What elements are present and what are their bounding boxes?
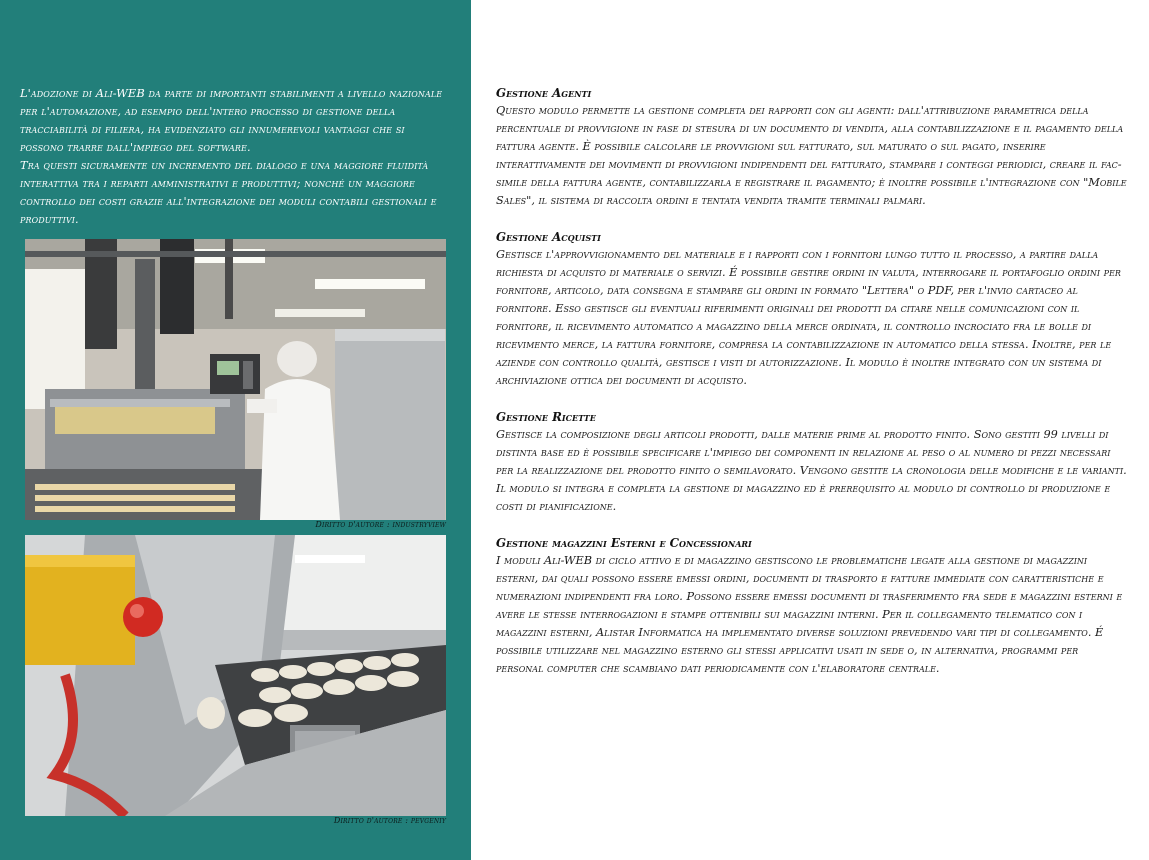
section-title: Gestione Acquisti [496, 230, 601, 244]
section-body: Gestisce la composizione degli articoli prodotti, dalle materie prime al prodotto finito. Sono gestiti 99 livelli di distinta base ed è possibile specificare l'impiego dei componenti in relazione al peso o al numero di pezzi necessari per la realizzazione del prodotto finito o semilavorato. Vengono gestite la cronologia delle modifiche e le varianti. Il modulo si integra e completa la gestione di magazzino ed è prerequisito al modulo di controllo di produzione e costi di pianificazione. [496, 428, 1127, 513]
intro-paragraph: L'adozione di Ali-WEB da parte di importanti stabilimenti a livello nazionale per l'automazione, ad esempio dell'intero processo di gestione della tracciabilità di filiera, ha evidenziato gli innumerevoli vantaggi che si possono trarre dall'impiego del software. [20, 86, 443, 154]
photo-credit: Diritto d'autore : pevgeniy [333, 816, 446, 825]
intro-paragraph: Tra questi sicuramente un incremento del dialogo e una maggiore fluidità interattiva tra i reparti amministrativi e produttivi; nonché un maggiore controllo dei costi grazie all'integrazione dei moduli contabili gestionali e produttivi. [20, 158, 437, 226]
photo-credit: Diritto d'autore : industryview [315, 520, 446, 529]
section-gestione-acquisti [496, 228, 1128, 390]
section-title: Gestione Agenti [496, 86, 592, 100]
section-body: I moduli Ali-WEB di ciclo attivo e di magazzino gestiscono le problematiche legate alla gestione di magazzini esterni, dai quali possono essere emessi ordini, documenti di trasporto e fatture immediate con caratteristiche e numerazioni indipendenti fra loro. Possono essere emessi documenti di trasferimento fra sede e magazzini esterni e avere le stesse interrogazioni e stampe ottenibili sui magazzini interni. Per il collegamento telematico con i magazzini esterni, Alistar Informatica ha implementato diverse soluzioni prevedendo vari tipi di collegamento. É possibile utilizzare nel magazzino esterno gli stessi applicativi usati in sede o, in alternativa, programmi per personal computer che scambiano dati periodicamente con l'elaboratore centrale. [496, 554, 1123, 675]
section-body: Gestisce l'approvvigionamento del materiale e i rapporti con i fornitori lungo tutto il processo, a partire dalla richiesta di acquisto di materiale o servizi. É possibile gestire ordini in valuta, interrogare il portafoglio ordini per fornitore, articolo, data consegna e stampare gli ordini in formato "Lettera" o PDF, per l'invio cartaceo al fornitore. Esso gestisce gli eventuali riferimenti originali dei prodotti da citare nelle comunicazioni con il fornitore, il ricevimento automatico a magazzino della merce ordinata, il controllo incrociato fra le bolle di ricevimento merce, la fattura fornitore, compresa la contabilizzazione in automatico della stessa. Inoltre, per le aziende con controllo qualità, gestisce i visti di autorizzazione. Il modulo è inoltre integrato con un sistema di archiviazione ottica dei documenti di acquisto. [496, 248, 1121, 387]
left-panel [0, 0, 471, 860]
section-body: Questo modulo permette la gestione completa dei rapporti con gli agenti: dall'attribuzione parametrica della percentuale di provvigione in fase di stesura di un documento di vendita, alla contabilizzazione e il pagamento della fattura agente. È possibile calcolare le provvigioni sul fatturato, sul maturato o sul pagato, inserire interattivamente dei movimenti di provvigioni indipendenti del fatturato, stampare i conteggi periodici, creare il fac-simile della fattura agente, contabilizzarla e registrare il pagamento; è inoltre possibile l'integrazione con "Mobile Sales", il sistema di raccolta ordini e tentata vendita tramite terminali palmari. [496, 104, 1127, 207]
factory-photo-worker [25, 239, 446, 520]
section-gestione-ricette [496, 408, 1128, 516]
section-gestione-agenti [496, 84, 1128, 210]
section-gestione-magazzini [496, 534, 1128, 678]
modules-column [496, 84, 1128, 696]
section-title: Gestione Ricette [496, 410, 596, 424]
factory-photo-conveyor [25, 535, 446, 816]
section-title: Gestione magazzini Esterni e Concessionari [496, 536, 752, 550]
intro-text [20, 84, 448, 228]
